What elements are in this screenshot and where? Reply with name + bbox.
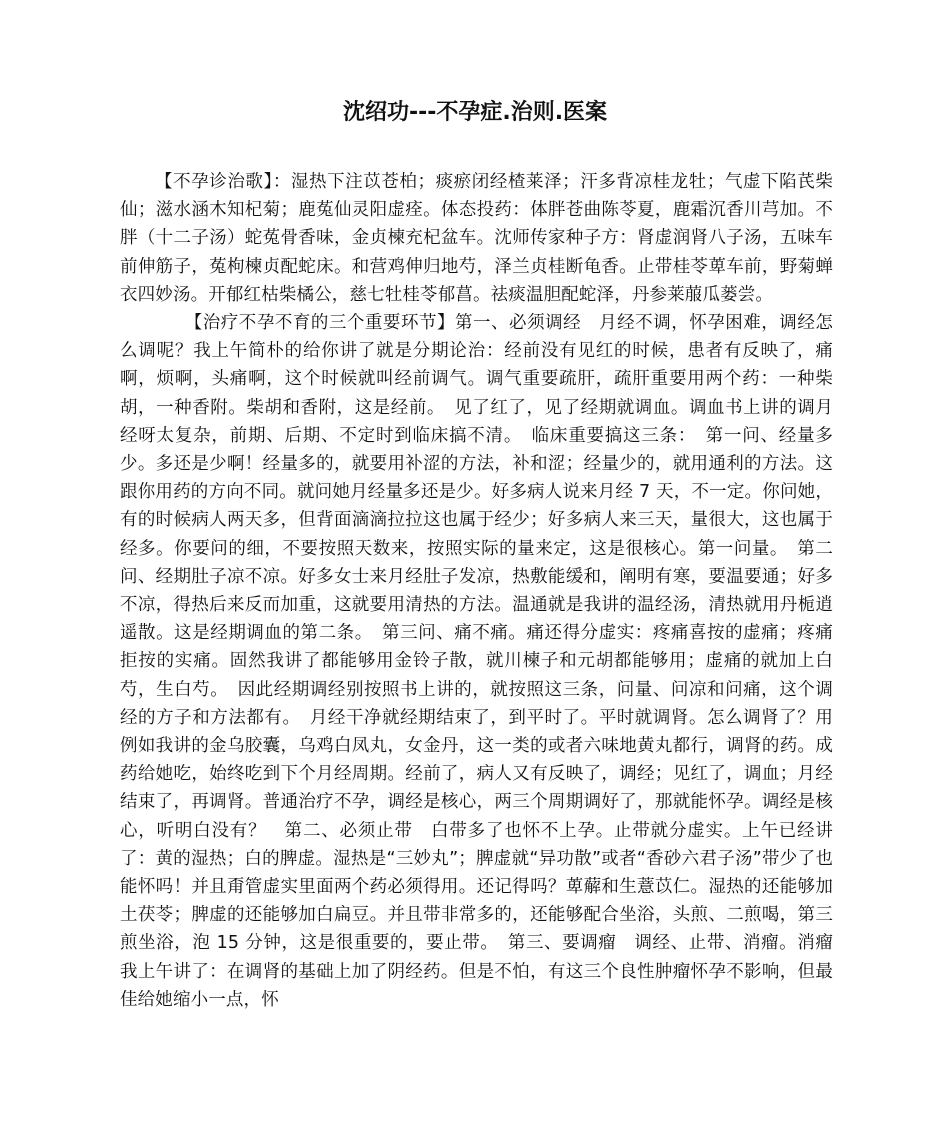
paragraph-song: 【不孕诊治歌】：湿热下注苡苍柏；痰瘀闭经楂莱泽；汗多背凉桂龙牡；气虚下陷芪柴仙；滋水涵木知杞菊；鹿菟仙灵阳虚痊。体态投药：体胖苍曲陈苓夏，鹿霜沉香川芎加。不胖（十二子汤）蛇菟骨香味，金贞楝充杞盆车。沈师传家种子方：肾虚润肾八子汤，五味车前伸筋子，菟枸楝贞配蛇床。和营鸡伸归地芍，泽兰贞桂断龟香。止带桂苓萆车前，野菊蝉衣四妙汤。开郁红枯柴橘公，慈七牡桂苓郁菖。祛痰温胆配蛇泽，丹参莱菔瓜蒌尝。 — [120, 172, 833, 305]
paragraph-three-links: 【治疗不孕不育的三个重要环节】第一、必须调经 月经不调，怀孕困难，调经怎么调呢？我上午简朴的给你讲了就是分期论治：经前没有见红的时候，患者有反映了，痛啊，烦啊，头痛啊，这个时候就叫经前调气。调气重要疏肝，疏肝重要用两个药：一种柴胡，一种香附。柴胡和香附，这是经前。 见了红了，见了经期就调血。调血书上讲的调月经呀太复杂，前期、后期、不定时到临床搞不清。 临床重要搞这三条： 第一问、经量多少。多还是少啊！经量多的，就要用补涩的方法，补和涩；经量少的，就用通利的方法。这跟你用药的方向不同。就问她月经量多还是少。好多病人说来月经 7 天，不一定。你问她，有的时候病人两天多，但背面滴滴拉拉这也属于经少；好多病人来三天，量很大，这也属于经多。你要问的细，不要按照天数来，按照实际的量来定，这是很核心。第一问量。 第二问、经期肚子凉不凉。好多女士来月经肚子发凉，热敷能缓和，阐明有寒，要温要通；好多不凉，得热后来反而加重，这就要用清热的方法。温通就是我讲的温经汤，清热就用丹栀逍遥散。这是经期调血的第二条。 第三问、痛不痛。痛还得分虚实：疼痛喜按的虚痛；疼痛拒按的实痛。固然我讲了都能够用金铃子散，就川楝子和元胡都能够用；虚痛的就加上白芍，生白芍。 因此经期调经别按照书上讲的，就按照这三条，问量、问凉和问痛，这个调经的方子和方法都有。 月经干净就经期结束了，到平时了。平时就调肾。怎么调肾了？用例如我讲的金乌胶囊，乌鸡白凤丸，女金丹，这一类的或者六味地黄丸都行，调肾的药。成药给她吃，始终吃到下个月经周期。经前了，病人又有反映了，调经；见红了，调血；月经结束了，再调肾。普通治疗不孕，调经是核心，两三个周期调好了，那就能怀孕。调经是核心，听明白没有？ 第二、必须止带 白带多了也怀不上孕。止带就分虚实。上午已经讲了：黄的湿热；白的脾虚。湿热是“三妙丸”；脾虚就“异功散”或者“香砂六君子汤”带少了也能怀吗！并且甭管虚实里面两个药必须得用。还记得吗？萆薢和生薏苡仁。湿热的还能够加土茯苓；脾虚的还能够加白扁豆。并且带非常多的，还能够配合坐浴，头煎、二煎喝，第三煎坐浴，泡 15 分钟，这是很重要的，要止带。 第三、要调瘤 调经、止带、消瘤。消瘤我上午讲了：在调肾的基础上加了阴经药。但是不怕，有这三个良性肿瘤怀孕不影响，但最佳给她缩小一点，怀 — [120, 313, 833, 1010]
document-title: 沈绍功---不孕症.治则.医案 — [342, 100, 608, 125]
document-body — [120, 168, 833, 1014]
